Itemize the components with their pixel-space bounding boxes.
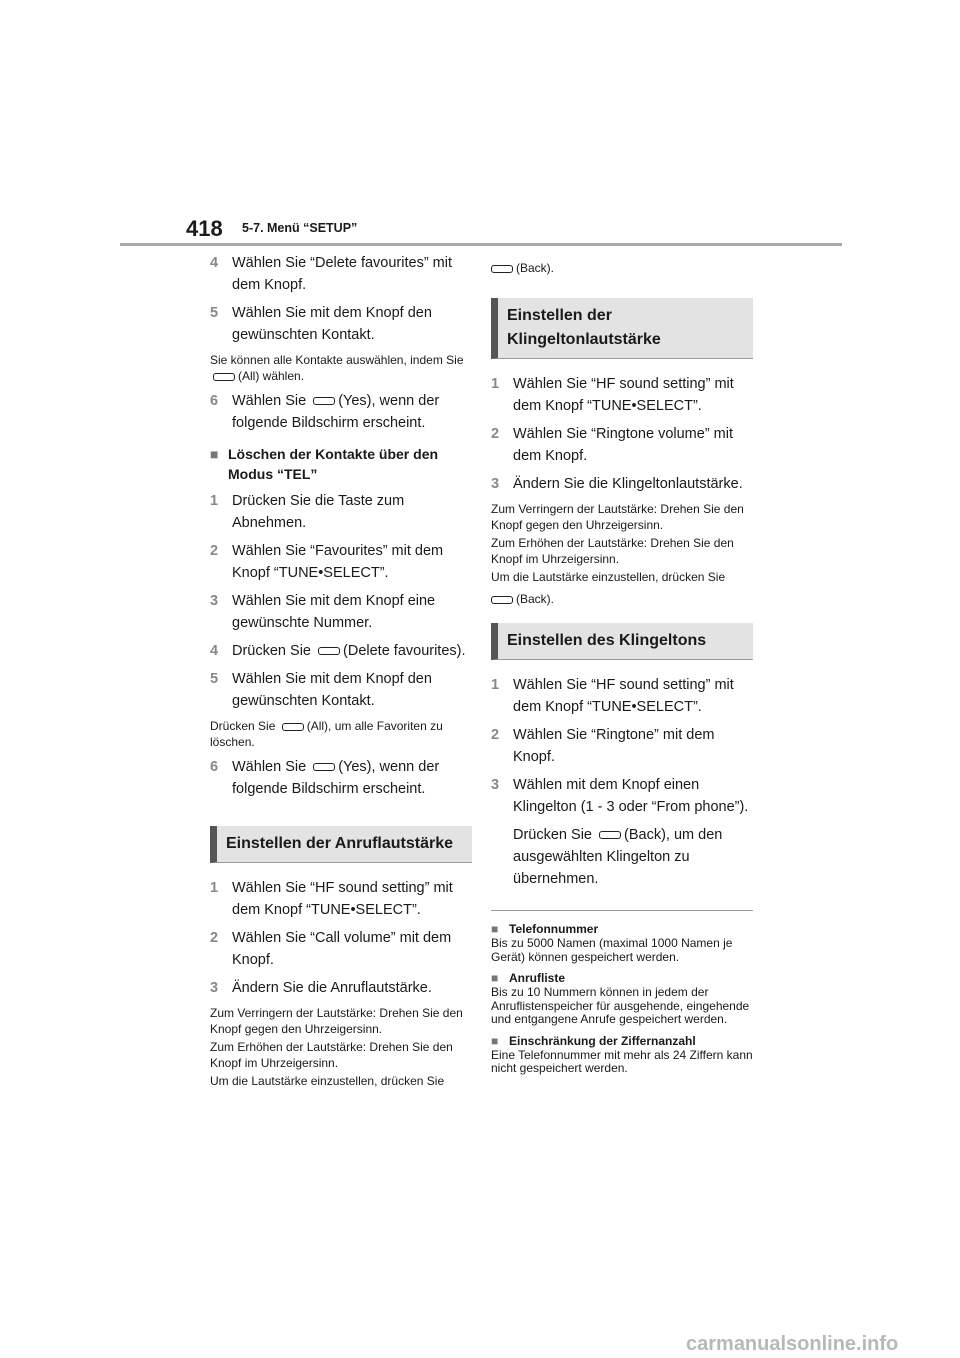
step: 1 Drücken Sie die Taste zum Abnehmen. — [210, 493, 405, 531]
step: 1 Wählen Sie “HF sound setting” mit dem Knopf “TUNE•SELECT”. — [210, 880, 453, 918]
note: Zum Verringern der Lautstärke: Drehen Sie den Knopf gegen den Uhrzeigersinn. — [210, 1006, 463, 1036]
section-title: 5-7. Menü “SETUP” — [242, 221, 358, 235]
step-number: 6 — [210, 393, 219, 409]
square-bullet-icon: ■ — [210, 446, 219, 462]
section-heading: Einstellen des Klingeltons — [491, 623, 753, 660]
info-title: ■ Einschränkung der Ziffernanzahl — [491, 1033, 696, 1048]
left-column — [210, 252, 472, 1095]
info-title: ■ Anrufliste — [491, 971, 566, 985]
right-column — [491, 252, 753, 1080]
button-icon — [599, 831, 621, 839]
button-icon — [318, 647, 340, 655]
step: 2 Wählen Sie “Ringtone” mit dem Knopf. — [491, 727, 715, 765]
step: 6 Wählen Sie (Yes), wenn der folgende Bildschirm erscheint. — [210, 759, 440, 797]
button-icon — [313, 763, 335, 771]
step-number: 4 — [210, 255, 219, 271]
info-body: Bis zu 10 Nummern können in jedem der Anruflistenspeicher für ausgehende, eingehende und entgangene Anrufe gespeichert werden. — [491, 985, 750, 1026]
section-heading: Einstellen der Klingeltonlautstärke — [491, 298, 753, 359]
info-body: Bis zu 5000 Namen (maximal 1000 Namen je Gerät) können gespeichert werden. — [491, 936, 733, 964]
step: 1 Wählen Sie “HF sound setting” mit dem Knopf “TUNE•SELECT”. — [491, 677, 734, 715]
step: 5 Wählen Sie mit dem Knopf den gewünschten Kontakt. — [210, 671, 432, 709]
step — [210, 302, 472, 346]
step-continuation: Drücken Sie (Back), um den ausgewählten Klingelton zu übernehmen. — [513, 827, 723, 887]
button-icon — [313, 397, 335, 405]
note: Um die Lautstärke einzustellen, drücken Sie — [491, 570, 726, 584]
note: (Back). — [491, 260, 753, 276]
step-text: Wählen Sie mit dem Knopf den gewünschten Kontakt. — [232, 305, 432, 343]
step-text: Wählen Sie “Delete favourites” mit dem Knopf. — [232, 255, 452, 293]
step: 2 Wählen Sie “Call volume” mit dem Knopf. — [210, 930, 452, 968]
button-icon — [491, 265, 513, 273]
step: 2 Wählen Sie “Ringtone volume” mit dem Knopf. — [491, 426, 734, 464]
step: 1 Wählen Sie “HF sound setting” mit dem Knopf “TUNE•SELECT”. — [491, 376, 734, 414]
note: Zum Verringern der Lautstärke: Drehen Sie den Knopf gegen den Uhrzeigersinn. — [491, 502, 744, 532]
note: Sie können alle Kontakte auswählen, indem Sie (All) wählen. — [210, 353, 464, 383]
watermark-logo: carmanualsonline.info — [686, 1333, 899, 1355]
step: 3 Ändern Sie die Anruflautstärke. — [210, 980, 432, 996]
page-number: 418 — [186, 216, 223, 241]
step — [210, 390, 472, 434]
step-number: 5 — [210, 305, 219, 321]
note: (Back). — [491, 591, 753, 607]
note: Drücken Sie (All), um alle Favoriten zu löschen. — [210, 719, 443, 749]
step: 3 Wählen Sie mit dem Knopf eine gewünschte Nummer. — [210, 593, 436, 631]
button-icon — [491, 596, 513, 604]
note: Zum Erhöhen der Lautstärke: Drehen Sie den Knopf im Uhrzeigersinn. — [210, 1040, 453, 1070]
square-bullet-icon: ■ — [491, 922, 499, 936]
subheading: ■ Löschen der Kontakte über den Modus “TEL” — [210, 446, 439, 482]
info-body: Eine Telefonnummer mit mehr als 24 Ziffern kann nicht gespeichert werden. — [491, 1047, 753, 1075]
header-divider — [120, 243, 842, 246]
info-title: ■ Telefonnummer — [491, 922, 599, 936]
note: Zum Erhöhen der Lautstärke: Drehen Sie den Knopf im Uhrzeigersinn. — [491, 536, 734, 566]
step: 3 Wählen mit dem Knopf einen Klingelton (1 - 3 oder “From phone”). — [491, 777, 749, 815]
info-divider — [491, 910, 753, 911]
step-text: Wählen Sie (Yes), wenn der folgende Bildschirm erscheint. — [232, 393, 440, 431]
step: 3 Ändern Sie die Klingeltonlautstärke. — [491, 476, 743, 492]
note: Um die Lautstärke einzustellen, drücken Sie — [210, 1074, 445, 1088]
square-bullet-icon: ■ — [491, 971, 499, 985]
step: 4 Drücken Sie (Delete favourites). — [210, 643, 466, 659]
button-icon — [282, 723, 304, 731]
square-bullet-icon: ■ — [491, 1033, 499, 1048]
section-heading: Einstellen der Anruflautstärke — [210, 826, 472, 863]
button-icon — [213, 373, 235, 381]
tel-steps — [210, 490, 472, 634]
step: 2 Wählen Sie “Favourites” mit dem Knopf “TUNE•SELECT”. — [210, 543, 444, 581]
page-header — [0, 0, 960, 250]
step — [210, 252, 472, 296]
